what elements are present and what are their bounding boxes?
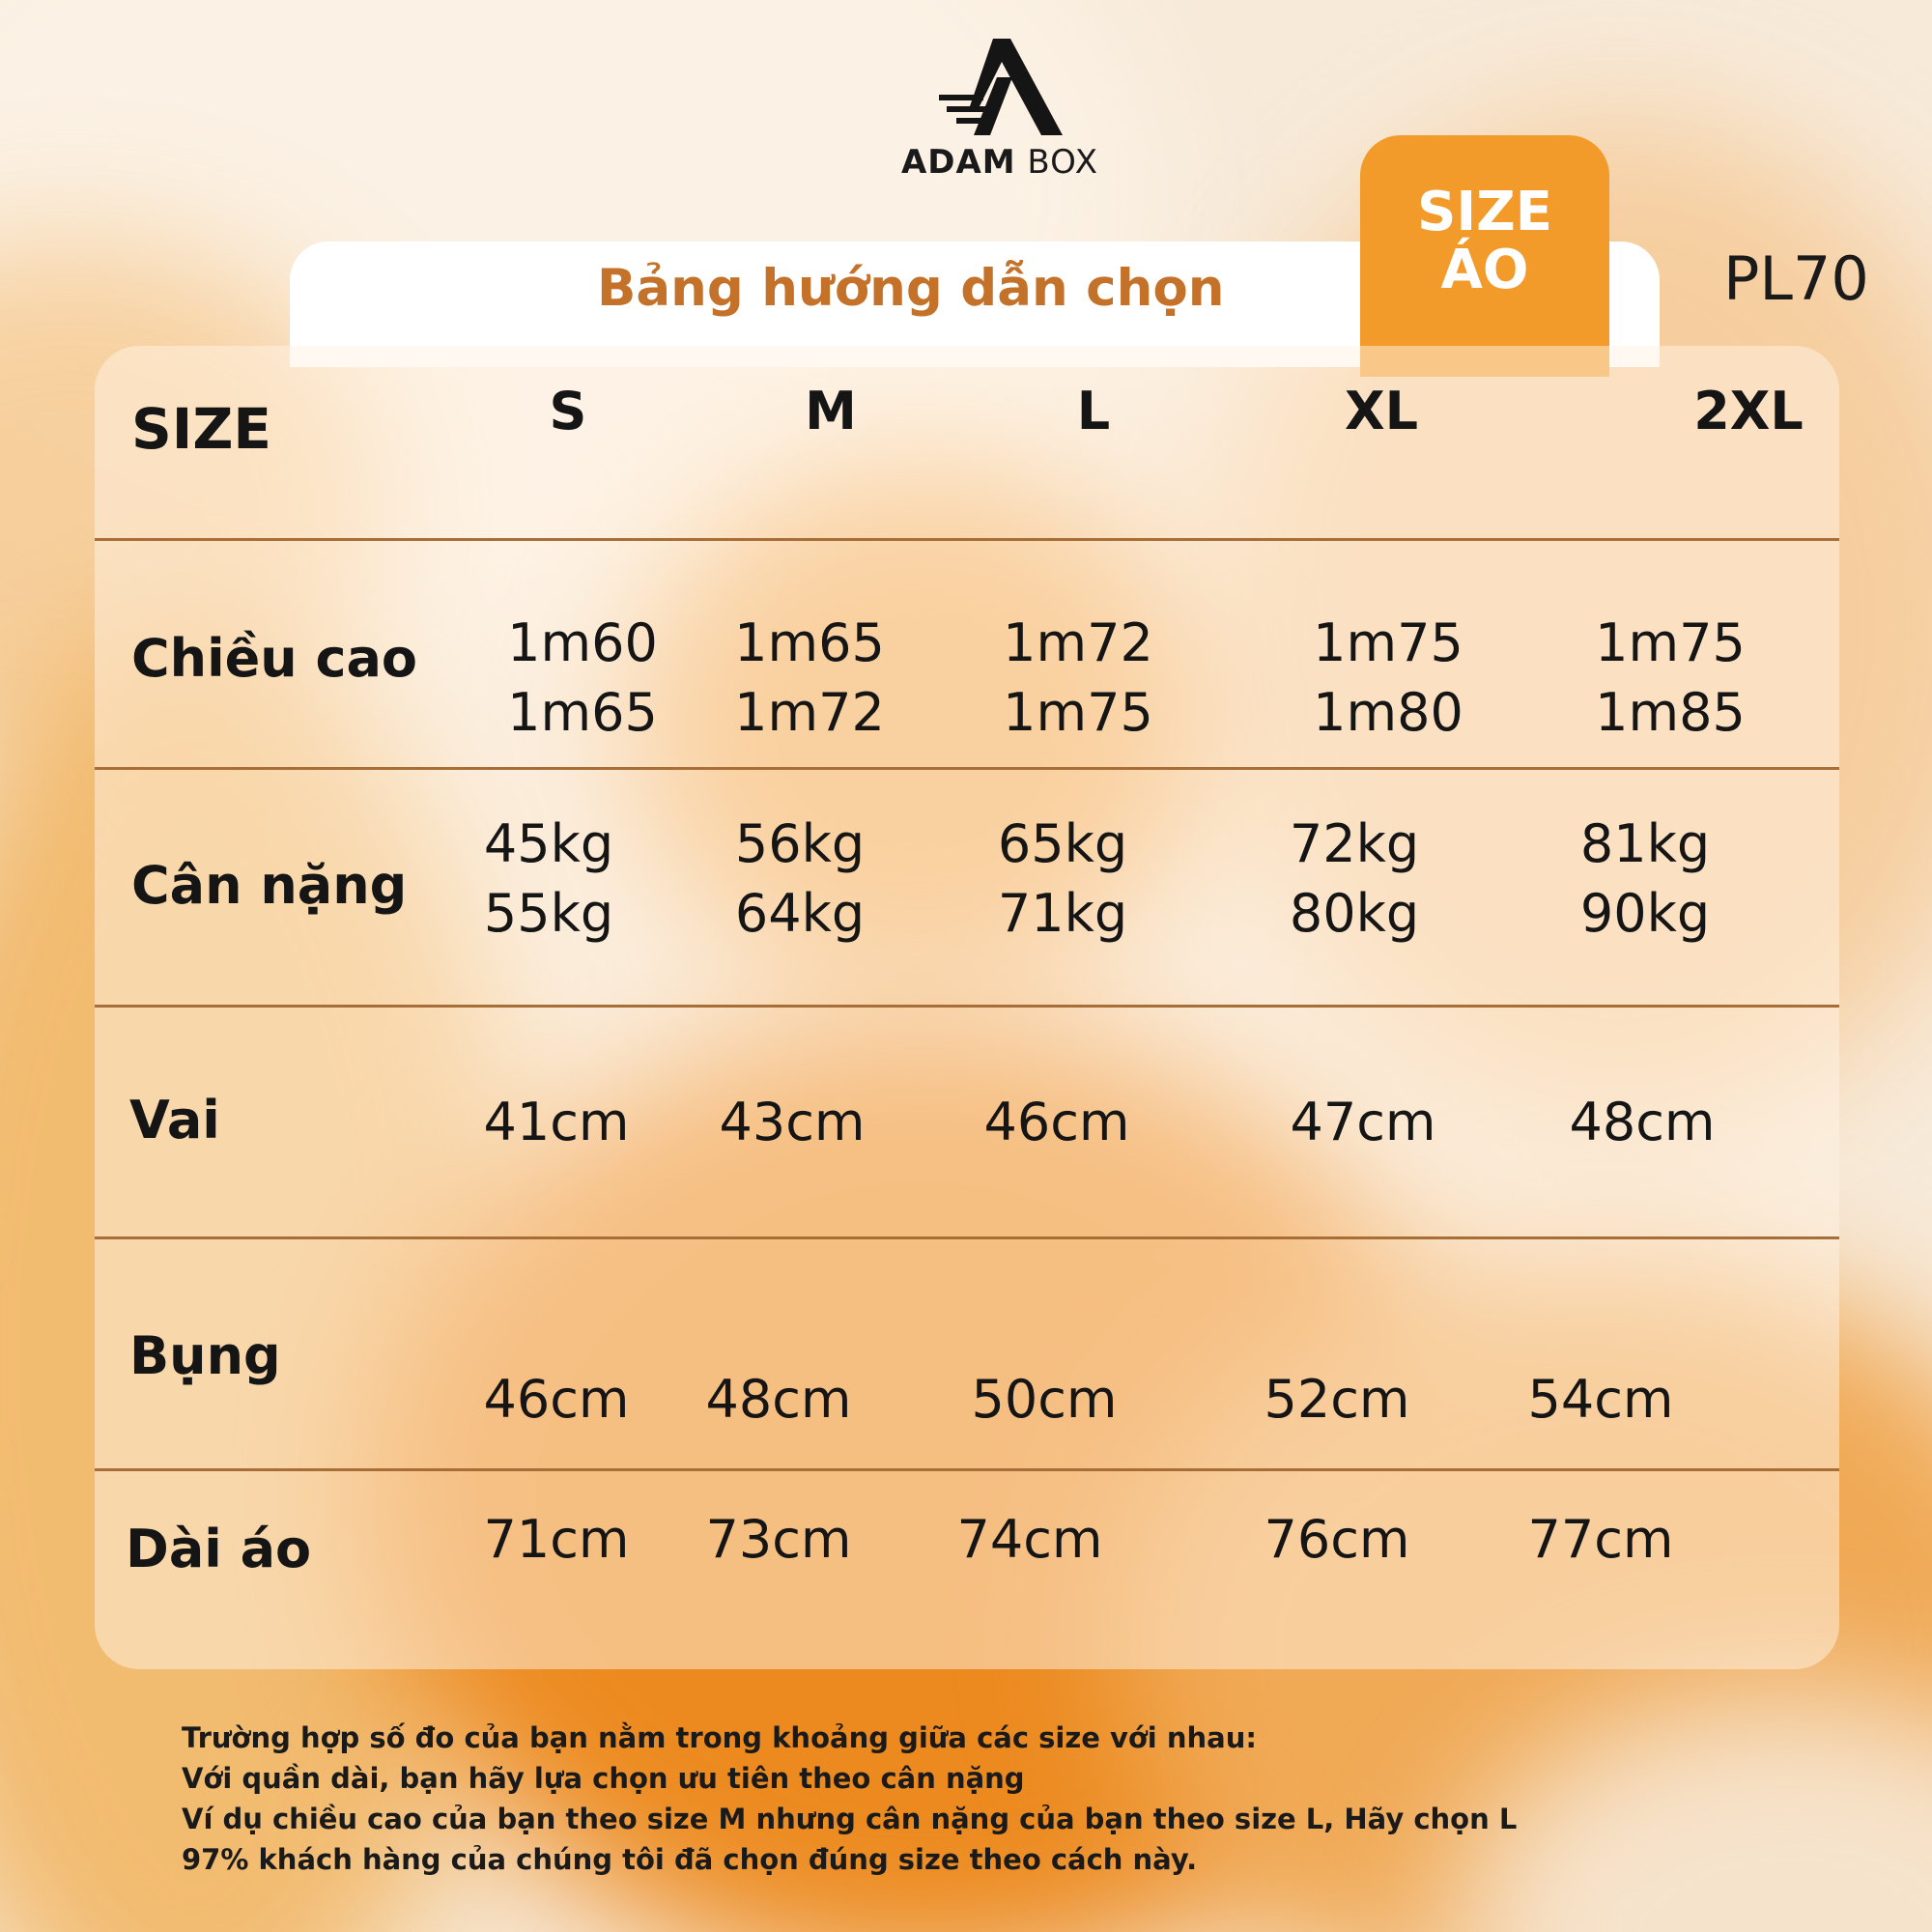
weight-l-min: 65kg <box>997 813 1128 874</box>
waist-m: 48cm <box>705 1369 852 1430</box>
weight-s-max: 55kg <box>483 883 614 944</box>
header-size-m: M <box>805 381 857 441</box>
note-line: Với quần dài, bạn hãy lựa chọn ưu tiên theo cân nặng <box>182 1762 1025 1795</box>
row-divider <box>95 767 1839 770</box>
length-l: 74cm <box>956 1509 1103 1570</box>
length-s: 71cm <box>483 1509 630 1570</box>
weight-m-min: 56kg <box>734 813 866 874</box>
height-l-min: 1m72 <box>1003 612 1153 673</box>
waist-xl: 52cm <box>1264 1369 1410 1430</box>
badge-line-2: ÁO <box>1440 239 1529 301</box>
page-title: Bảng hướng dẫn chọn <box>597 259 1225 318</box>
shoulder-s: 41cm <box>483 1092 630 1152</box>
height-s-min: 1m60 <box>507 612 658 673</box>
header-size-l: L <box>1076 381 1111 441</box>
height-xl-max: 1m80 <box>1313 682 1463 743</box>
shoulder-xl: 47cm <box>1290 1092 1436 1152</box>
length-2xl: 77cm <box>1527 1509 1674 1570</box>
header-size-xl: XL <box>1344 381 1419 441</box>
row-divider <box>95 1236 1839 1239</box>
row-divider <box>95 1468 1839 1471</box>
waist-s: 46cm <box>483 1369 630 1430</box>
sizing-notes <box>182 1718 1517 1880</box>
badge-line-1: SIZE <box>1416 181 1553 243</box>
shoulder-2xl: 48cm <box>1569 1092 1716 1152</box>
note-line: 97% khách hàng của chúng tôi đã chọn đúng size theo cách này. <box>182 1843 1198 1876</box>
weight-2xl-min: 81kg <box>1579 813 1711 874</box>
size-badge <box>1360 135 1609 377</box>
waist-l: 50cm <box>971 1369 1118 1430</box>
height-xl-min: 1m75 <box>1313 612 1463 673</box>
weight-xl-max: 80kg <box>1289 883 1420 944</box>
weight-xl-min: 72kg <box>1289 813 1420 874</box>
product-code: PL70 <box>1723 243 1869 314</box>
height-s-max: 1m65 <box>507 682 658 743</box>
header-size-label: SIZE <box>131 396 272 462</box>
brand-name: ADAM BOX <box>900 143 1099 182</box>
header-size-2xl: 2XL <box>1693 381 1804 441</box>
note-line: Trường hợp số đo của bạn nằm trong khoảng giữa các size với nhau: <box>182 1721 1257 1754</box>
weight-m-max: 64kg <box>734 883 866 944</box>
logo-mark-icon <box>937 39 1063 140</box>
shoulder-l: 46cm <box>983 1092 1130 1152</box>
waist-2xl: 54cm <box>1527 1369 1674 1430</box>
row-label-waist: Bụng <box>129 1325 281 1386</box>
height-m-min: 1m65 <box>734 612 885 673</box>
row-divider <box>95 538 1839 541</box>
height-m-max: 1m72 <box>734 682 885 743</box>
row-label-height: Chiều cao <box>131 628 417 689</box>
row-label-shoulder: Vai <box>129 1090 220 1151</box>
row-label-weight: Cân nặng <box>131 855 408 916</box>
height-l-max: 1m75 <box>1003 682 1153 743</box>
length-xl: 76cm <box>1264 1509 1410 1570</box>
weight-l-max: 71kg <box>997 883 1128 944</box>
weight-s-min: 45kg <box>483 813 614 874</box>
note-line: Ví dụ chiều cao của bạn theo size M nhưng cân nặng của bạn theo size L, Hãy chọn L <box>182 1803 1518 1835</box>
height-2xl-max: 1m85 <box>1595 682 1746 743</box>
length-m: 73cm <box>705 1509 852 1570</box>
brand-logo <box>889 39 1111 184</box>
height-2xl-min: 1m75 <box>1595 612 1746 673</box>
row-label-length: Dài áo <box>126 1519 312 1579</box>
shoulder-m: 43cm <box>719 1092 866 1152</box>
row-divider <box>95 1005 1839 1008</box>
header-size-s: S <box>549 381 587 441</box>
weight-2xl-max: 90kg <box>1579 883 1711 944</box>
